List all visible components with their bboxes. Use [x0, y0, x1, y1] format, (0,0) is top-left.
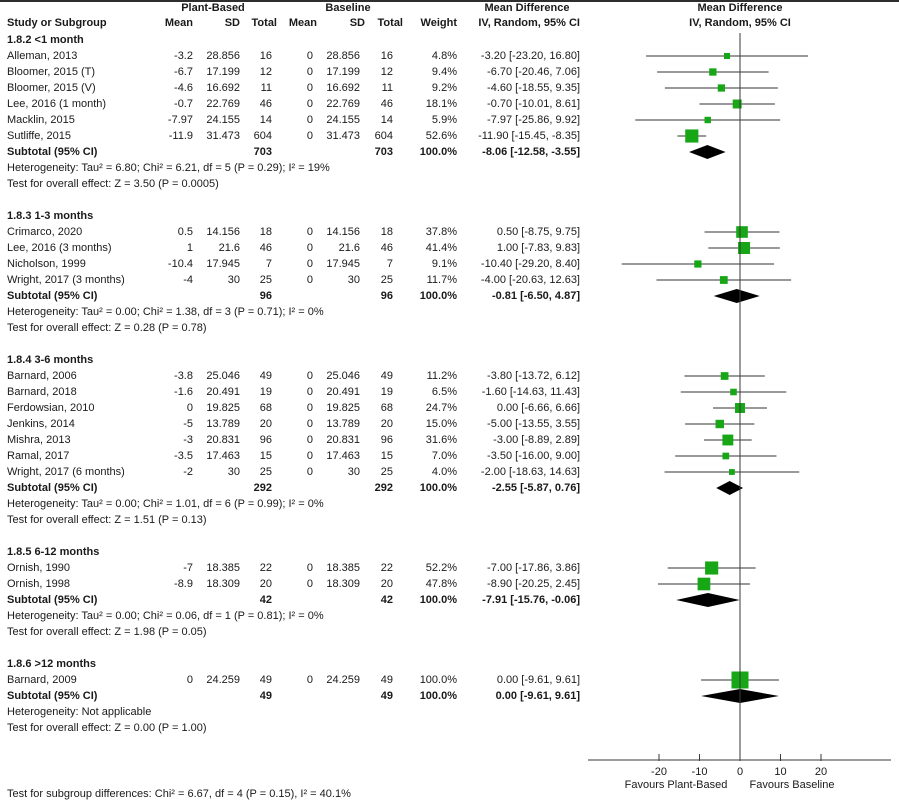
plantbased-sd: 30 [227, 274, 240, 286]
study-name: Nicholson, 1999 [7, 258, 86, 270]
subtotal-plantbased-total: 292 [253, 482, 272, 494]
study-name: Barnard, 2006 [7, 370, 77, 382]
subgroup-title: 1.8.6 >12 months [7, 658, 96, 670]
baseline-sd: 25.046 [326, 370, 360, 382]
subtotal-weight: 100.0% [419, 482, 457, 494]
overall-effect-note: Test for overall effect: Z = 3.50 (P = 0.0005) [7, 178, 219, 190]
plantbased-total: 16 [259, 50, 272, 62]
overall-effect-row [0, 512, 899, 528]
weight-value: 5.9% [431, 114, 457, 126]
weight-value: 47.8% [425, 578, 457, 590]
plot-column-title: Mean Difference [697, 2, 783, 14]
baseline-total: 12 [380, 66, 393, 78]
study-row [0, 80, 899, 96]
subtotal-row [0, 480, 899, 496]
baseline-mean: 0 [306, 258, 313, 270]
baseline-mean: 0 [306, 274, 313, 286]
baseline-mean: 0 [306, 578, 313, 590]
baseline-total: 14 [380, 114, 393, 126]
baseline-mean: 0 [306, 82, 313, 94]
baseline-total: 604 [374, 130, 393, 142]
axis-tick-label: -20 [651, 766, 667, 778]
plantbased-sd: 20.831 [206, 434, 240, 446]
plantbased-mean: 0.5 [177, 226, 193, 238]
plantbased-sd: 14.156 [206, 226, 240, 238]
md-ci-text: -11.90 [-15.45, -8.35] [478, 130, 580, 142]
subtotal-md-ci-text: -0.81 [-6.50, 4.87] [491, 290, 580, 302]
plantbased-sd: 21.6 [218, 242, 240, 254]
md-ci-text: 0.00 [-6.66, 6.66] [496, 402, 580, 414]
baseline-sd: 28.856 [326, 50, 360, 62]
plantbased-mean: -0.7 [174, 98, 193, 110]
plantbased-mean: -3.8 [174, 370, 193, 382]
subtotal-weight: 100.0% [419, 594, 457, 606]
plantbased-total: 7 [265, 258, 272, 270]
plantbased-sd: 18.309 [206, 578, 240, 590]
plantbased-total: 18 [259, 226, 272, 238]
subtotal-baseline-total: 292 [374, 482, 393, 494]
weight-value: 15.0% [425, 418, 457, 430]
baseline-mean: 0 [306, 402, 313, 414]
subtotal-row [0, 144, 899, 160]
study-name: Crimarco, 2020 [7, 226, 83, 238]
weight-value: 4.0% [431, 466, 457, 478]
heterogeneity-note: Heterogeneity: Tau² = 6.80; Chi² = 6.21, df = 5 (P = 0.29); I² = 19% [7, 162, 330, 174]
md-ci-text: -6.70 [-20.46, 7.06] [487, 66, 580, 78]
favours-left-label: Favours Plant-Based [624, 779, 728, 791]
heterogeneity-note: Heterogeneity: Tau² = 0.00; Chi² = 1.01, df = 6 (P = 0.99); I² = 0% [7, 498, 324, 510]
subtotal-plantbased-total: 49 [259, 690, 272, 702]
study-name: Lee, 2016 (3 months) [7, 242, 112, 254]
plantbased-sd: 28.856 [206, 50, 240, 62]
plantbased-mean: 0 [186, 402, 193, 414]
md-ci-text: -7.97 [-25.86, 9.92] [487, 114, 580, 126]
favours-right-label: Favours Baseline [749, 779, 835, 791]
subtotal-baseline-total: 96 [380, 290, 393, 302]
plantbased-total: 46 [259, 242, 272, 254]
plantbased-sd: 17.463 [206, 450, 240, 462]
study-row [0, 256, 899, 272]
plantbased-sd: 13.789 [206, 418, 240, 430]
weight-value: 7.0% [431, 450, 457, 462]
heterogeneity-row [0, 608, 899, 624]
subgroup-title-row [0, 32, 899, 48]
subtotal-label: Subtotal (95% CI) [7, 482, 98, 494]
baseline-mean: 0 [306, 114, 313, 126]
weight-header: Weight [420, 17, 457, 29]
baseline-mean: 0 [306, 66, 313, 78]
study-row [0, 224, 899, 240]
subtotal-plantbased-total: 703 [253, 146, 272, 158]
baseline-mean: 0 [306, 434, 313, 446]
header-divider [0, 0, 899, 2]
weight-value: 18.1% [425, 98, 457, 110]
plantbased-mean: -7.97 [167, 114, 193, 126]
baseline-sd: 24.259 [326, 674, 360, 686]
total2-header: Total [377, 17, 403, 29]
plantbased-total: 19 [259, 386, 272, 398]
total1-header: Total [251, 17, 277, 29]
md-ci-text: 0.00 [-9.61, 9.61] [496, 674, 580, 686]
overall-effect-note: Test for overall effect: Z = 0.28 (P = 0.78) [7, 322, 207, 334]
subtotal-label: Subtotal (95% CI) [7, 146, 98, 158]
plantbased-total: 49 [259, 674, 272, 686]
md-ci-text: -3.50 [-16.00, 9.00] [487, 450, 580, 462]
baseline-sd: 18.309 [326, 578, 360, 590]
plantbased-sd: 24.155 [206, 114, 240, 126]
heterogeneity-row [0, 160, 899, 176]
study-name: Barnard, 2009 [7, 674, 77, 686]
baseline-sd: 30 [347, 466, 360, 478]
md-ci-text: 0.50 [-8.75, 9.75] [496, 226, 580, 238]
overall-effect-note: Test for overall effect: Z = 0.00 (P = 1.00) [7, 722, 207, 734]
heterogeneity-note: Heterogeneity: Tau² = 0.00; Chi² = 0.06, df = 1 (P = 0.81); I² = 0% [7, 610, 324, 622]
md-ci-text: -3.80 [-13.72, 6.12] [487, 370, 580, 382]
baseline-total: 22 [380, 562, 393, 574]
weight-value: 4.8% [431, 50, 457, 62]
baseline-mean: 0 [306, 386, 313, 398]
subtotal-row [0, 288, 899, 304]
study-name: Ramal, 2017 [7, 450, 70, 462]
subgroup-title-row [0, 656, 899, 672]
baseline-sd: 18.385 [326, 562, 360, 574]
study-name: Mishra, 2013 [7, 434, 71, 446]
study-name: Macklin, 2015 [7, 114, 75, 126]
plantbased-total: 604 [253, 130, 272, 142]
baseline-total: 7 [386, 258, 393, 270]
baseline-sd: 21.6 [338, 242, 360, 254]
axis-tick-label: -10 [691, 766, 708, 778]
subtotal-md-ci-text: -2.55 [-5.87, 0.76] [491, 482, 580, 494]
study-name: Ferdowsian, 2010 [7, 402, 95, 414]
overall-effect-note: Test for overall effect: Z = 1.51 (P = 0.13) [7, 514, 207, 526]
group1-header: Plant-Based [181, 2, 245, 14]
study-row [0, 400, 899, 416]
overall-effect-note: Test for overall effect: Z = 1.98 (P = 0.05) [7, 626, 207, 638]
plantbased-total: 96 [259, 434, 272, 446]
study-row [0, 448, 899, 464]
weight-value: 24.7% [425, 402, 457, 414]
baseline-mean: 0 [306, 98, 313, 110]
study-row [0, 368, 899, 384]
subgroup-title: 1.8.4 3-6 months [7, 354, 94, 366]
study-name: Bloomer, 2015 (V) [7, 82, 96, 94]
plantbased-sd: 31.473 [206, 130, 240, 142]
subtotal-md-ci-text: -8.06 [-12.58, -3.55] [482, 146, 580, 158]
md-ci-text: -3.20 [-23.20, 16.80] [480, 50, 580, 62]
baseline-mean: 0 [306, 418, 313, 430]
baseline-sd: 17.199 [326, 66, 360, 78]
subtotal-baseline-total: 49 [380, 690, 393, 702]
weight-value: 41.4% [425, 242, 457, 254]
footer-row [0, 786, 899, 800]
md-ci-text: -8.90 [-20.25, 2.45] [487, 578, 580, 590]
plantbased-total: 20 [259, 418, 272, 430]
subgroup-differences-note: Test for subgroup differences: Chi² = 6.67, df = 4 (P = 0.15), I² = 40.1% [7, 788, 351, 800]
study-row [0, 576, 899, 592]
study-name: Sutliffe, 2015 [7, 130, 72, 142]
study-name: Barnard, 2018 [7, 386, 77, 398]
study-name: Wright, 2017 (3 months) [7, 274, 125, 286]
baseline-sd: 14.156 [326, 226, 360, 238]
study-row [0, 96, 899, 112]
study-row [0, 272, 899, 288]
subtotal-label: Subtotal (95% CI) [7, 290, 98, 302]
md-ci-text: -4.60 [-18.55, 9.35] [487, 82, 580, 94]
subtotal-baseline-total: 42 [380, 594, 393, 606]
subtotal-label: Subtotal (95% CI) [7, 594, 98, 606]
plantbased-sd: 20.491 [206, 386, 240, 398]
subtotal-md-ci-text: 0.00 [-9.61, 9.61] [495, 690, 580, 702]
study-row [0, 464, 899, 480]
baseline-total: 25 [380, 274, 393, 286]
study-row [0, 416, 899, 432]
plot-column-subtitle: IV, Random, 95% CI [689, 17, 791, 29]
study-name: Wright, 2017 (6 months) [7, 466, 125, 478]
study-name: Ornish, 1990 [7, 562, 70, 574]
subgroup-title-row [0, 208, 899, 224]
plantbased-sd: 22.769 [206, 98, 240, 110]
baseline-total: 68 [380, 402, 393, 414]
plantbased-total: 11 [260, 82, 272, 94]
baseline-sd: 20.491 [326, 386, 360, 398]
weight-value: 6.5% [431, 386, 457, 398]
baseline-total: 18 [380, 226, 393, 238]
md-ci-text: -2.00 [-18.63, 14.63] [480, 466, 580, 478]
baseline-sd: 13.789 [326, 418, 360, 430]
mean1-header: Mean [164, 17, 193, 29]
plantbased-mean: -2 [183, 466, 193, 478]
weight-value: 37.8% [425, 226, 457, 238]
baseline-mean: 0 [306, 450, 313, 462]
sd2-header: SD [349, 17, 365, 29]
plantbased-mean: -1.6 [174, 386, 193, 398]
study-name: Lee, 2016 (1 month) [7, 98, 107, 110]
heterogeneity-row [0, 496, 899, 512]
overall-effect-row [0, 624, 899, 640]
baseline-total: 46 [380, 98, 393, 110]
baseline-sd: 17.945 [326, 258, 360, 270]
study-row [0, 432, 899, 448]
baseline-total: 49 [380, 674, 393, 686]
plantbased-total: 49 [259, 370, 272, 382]
weight-value: 100.0% [419, 674, 457, 686]
study-column-header: Study or Subgroup [7, 17, 107, 29]
subgroup-title: 1.8.5 6-12 months [7, 546, 100, 558]
heterogeneity-note: Heterogeneity: Not applicable [7, 706, 152, 718]
plantbased-sd: 30 [227, 466, 240, 478]
md-ci-text: -0.70 [-10.01, 8.61] [487, 98, 580, 110]
plantbased-sd: 24.259 [206, 674, 240, 686]
md-column-subtitle: IV, Random, 95% CI [478, 17, 580, 29]
header-line-2 [0, 15, 899, 31]
study-name: Jenkins, 2014 [7, 418, 75, 430]
plantbased-sd: 19.825 [206, 402, 240, 414]
baseline-total: 25 [380, 466, 393, 478]
overall-effect-row [0, 720, 899, 736]
mean2-header: Mean [288, 17, 317, 29]
subtotal-label: Subtotal (95% CI) [7, 690, 98, 702]
md-column-title: Mean Difference [484, 2, 570, 14]
baseline-total: 16 [380, 50, 393, 62]
plantbased-mean: -3 [183, 434, 193, 446]
study-name: Ornish, 1998 [7, 578, 70, 590]
plantbased-sd: 18.385 [206, 562, 240, 574]
plantbased-mean: 1 [186, 242, 193, 254]
plantbased-sd: 25.046 [206, 370, 240, 382]
plantbased-mean: -4 [183, 274, 193, 286]
plantbased-total: 12 [259, 66, 272, 78]
baseline-total: 20 [380, 418, 393, 430]
study-row [0, 64, 899, 80]
baseline-mean: 0 [306, 130, 313, 142]
baseline-sd: 17.463 [326, 450, 360, 462]
group2-header: Baseline [325, 2, 371, 14]
weight-value: 9.1% [431, 258, 457, 270]
heterogeneity-note: Heterogeneity: Tau² = 0.00; Chi² = 1.38, df = 3 (P = 0.71); I² = 0% [7, 306, 324, 318]
plantbased-sd: 16.692 [206, 82, 240, 94]
plantbased-mean: -5 [183, 418, 193, 430]
weight-value: 9.2% [431, 82, 457, 94]
axis-tick-label: 20 [814, 766, 828, 778]
plantbased-sd: 17.199 [206, 66, 240, 78]
weight-value: 31.6% [425, 434, 457, 446]
study-row [0, 384, 899, 400]
study-row [0, 112, 899, 128]
subtotal-plantbased-total: 42 [259, 594, 272, 606]
study-row [0, 128, 899, 144]
baseline-sd: 16.692 [326, 82, 360, 94]
subgroup-title-row [0, 544, 899, 560]
baseline-mean: 0 [306, 242, 313, 254]
plantbased-total: 25 [259, 466, 272, 478]
study-row [0, 560, 899, 576]
md-ci-text: -3.00 [-8.89, 2.89] [493, 434, 580, 446]
md-ci-text: 1.00 [-7.83, 9.83] [496, 242, 580, 254]
subgroup-title: 1.8.3 1-3 months [7, 210, 94, 222]
header-line-1 [0, 0, 899, 16]
study-row [0, 672, 899, 688]
study-row [0, 240, 899, 256]
baseline-mean: 0 [306, 50, 313, 62]
baseline-mean: 0 [306, 370, 313, 382]
weight-value: 11.7% [426, 274, 457, 286]
plantbased-total: 15 [259, 450, 272, 462]
weight-value: 9.4% [431, 66, 457, 78]
baseline-mean: 0 [306, 466, 313, 478]
weight-value: 52.6% [425, 130, 457, 142]
subtotal-row [0, 592, 899, 608]
baseline-total: 20 [380, 578, 393, 590]
baseline-sd: 19.825 [326, 402, 360, 414]
baseline-total: 19 [380, 386, 393, 398]
baseline-sd: 30 [347, 274, 360, 286]
axis-tick-label: 0 [736, 766, 744, 778]
plantbased-total: 22 [259, 562, 272, 574]
subtotal-weight: 100.0% [419, 690, 457, 702]
subgroup-title: 1.8.2 <1 month [7, 34, 84, 46]
plantbased-mean: -11.9 [168, 130, 193, 142]
heterogeneity-row [0, 304, 899, 320]
subtotal-md-ci-text: -7.91 [-15.76, -0.06] [482, 594, 580, 606]
subtotal-weight: 100.0% [419, 146, 457, 158]
subgroup-title-row [0, 352, 899, 368]
plantbased-sd: 17.945 [206, 258, 240, 270]
baseline-total: 11 [381, 82, 393, 94]
md-ci-text: -10.40 [-29.20, 8.40] [480, 258, 580, 270]
study-row [0, 48, 899, 64]
baseline-sd: 20.831 [326, 434, 360, 446]
plantbased-total: 20 [259, 578, 272, 590]
plantbased-total: 25 [259, 274, 272, 286]
subtotal-baseline-total: 703 [374, 146, 393, 158]
study-name: Bloomer, 2015 (T) [7, 66, 96, 78]
axis-tick-label: 10 [774, 766, 787, 778]
weight-value: 11.2% [426, 370, 457, 382]
plantbased-mean: -10.4 [167, 258, 193, 270]
plantbased-total: 68 [259, 402, 272, 414]
plantbased-total: 46 [259, 98, 272, 110]
baseline-mean: 0 [306, 674, 313, 686]
overall-effect-row [0, 320, 899, 336]
plantbased-mean: -3.2 [174, 50, 193, 62]
baseline-total: 49 [380, 370, 393, 382]
plantbased-mean: -6.7 [174, 66, 193, 78]
sd1-header: SD [224, 17, 240, 29]
md-ci-text: -1.60 [-14.63, 11.43] [481, 386, 580, 398]
baseline-sd: 31.473 [326, 130, 360, 142]
plantbased-mean: -3.5 [174, 450, 193, 462]
plantbased-mean: -4.6 [174, 82, 193, 94]
md-ci-text: -5.00 [-13.55, 3.55] [487, 418, 580, 430]
baseline-sd: 24.155 [326, 114, 360, 126]
baseline-mean: 0 [306, 562, 313, 574]
subtotal-row [0, 688, 899, 704]
overall-effect-row [0, 176, 899, 192]
study-name: Alleman, 2013 [7, 50, 78, 62]
md-ci-text: -4.00 [-20.63, 12.63] [480, 274, 580, 286]
baseline-total: 96 [380, 434, 393, 446]
baseline-mean: 0 [306, 226, 313, 238]
md-ci-text: -7.00 [-17.86, 3.86] [487, 562, 580, 574]
plantbased-mean: 0 [186, 674, 193, 686]
plantbased-mean: -8.9 [174, 578, 193, 590]
baseline-total: 46 [380, 242, 393, 254]
heterogeneity-row [0, 704, 899, 720]
baseline-total: 15 [380, 450, 393, 462]
weight-value: 52.2% [425, 562, 457, 574]
baseline-sd: 22.769 [326, 98, 360, 110]
plantbased-mean: -7 [183, 562, 193, 574]
subtotal-weight: 100.0% [419, 290, 457, 302]
subtotal-plantbased-total: 96 [259, 290, 272, 302]
plantbased-total: 14 [259, 114, 272, 126]
